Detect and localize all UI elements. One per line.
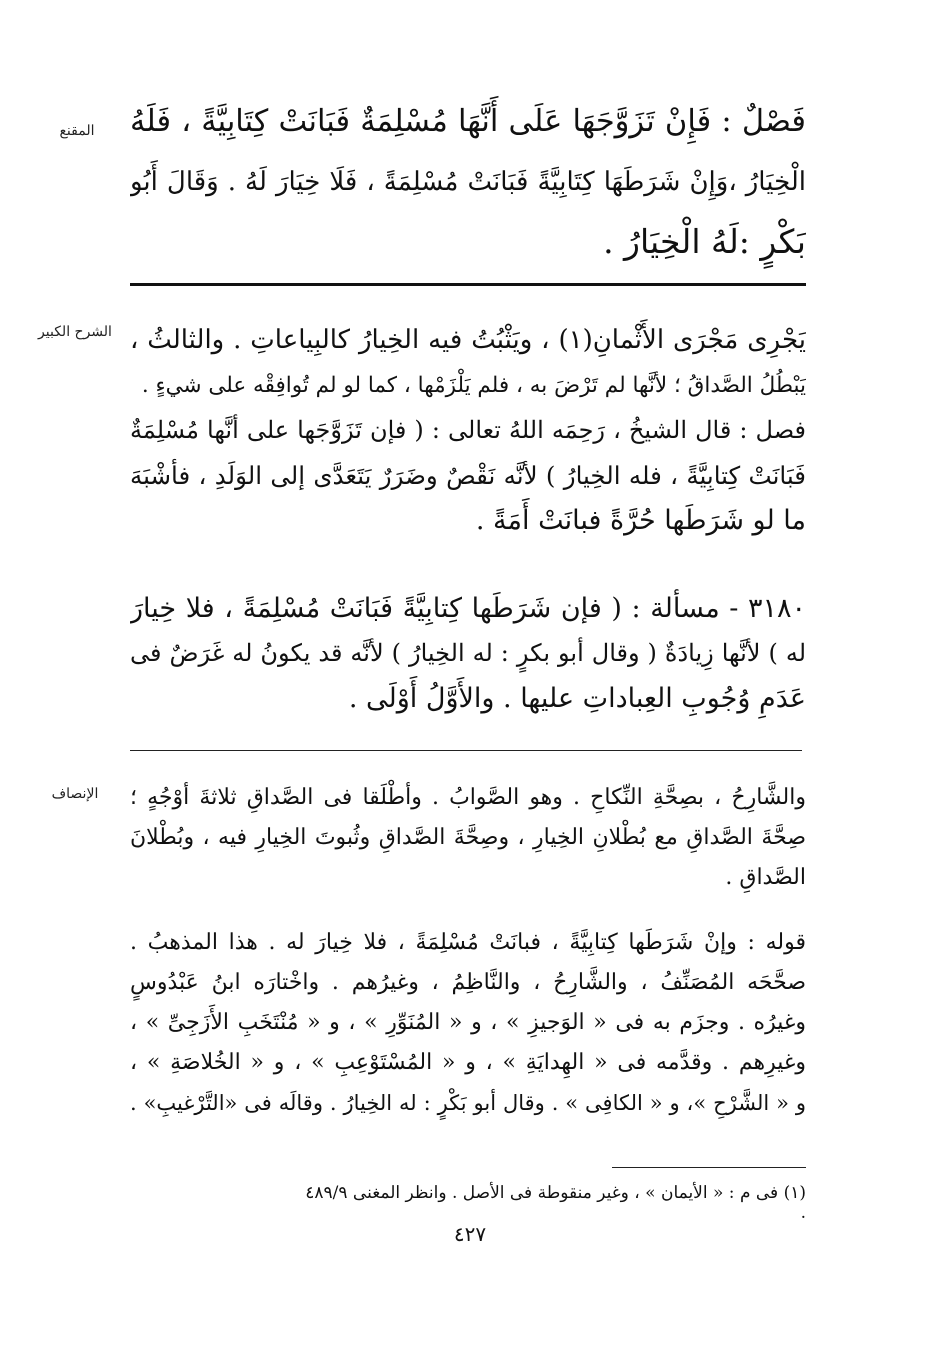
insaf-line: صحَّحَه المُصَنِّفُ ، والشَّارِحُ ، والنَّاظِمُ ، وغيرُهم . واخْتارَه ابنُ عَبْدُوسٍ xyxy=(130,970,806,995)
sharh-line: فَبَانَتْ كِتابِيَّةً ، فله الخِيارُ ) لأنَّه نَقْصٌ وضَرَرٌ يَتَعَدَّى إلى الوَلَدِ ، فأشْبَهَ xyxy=(130,461,806,490)
insaf-line: قوله : وإنْ شَرَطَها كِتابِيَّةً ، فبانَتْ مُسْلِمَةً ، فلا خِيارَ له . هذا المذهبُ . xyxy=(130,930,806,955)
insaf-line: و « الشَّرْحِ »، و « الكافِى » . وقال أبو بَكْرٍ : له الخِيارُ . وقالَه فى «التَّرْغيبِ» . xyxy=(130,1091,806,1115)
sharh-line: ما لو شَرَطَها حُرَّةً فبانَتْ أَمَةً . xyxy=(475,505,806,536)
sharh-line: ٣١٨٠ - مسألة : ( فإن شَرَطَها كِتابِيَّةً فَبَانَتْ مُسْلِمَةً ، فلا خِيارَ xyxy=(130,593,806,624)
footnote-divider xyxy=(612,1167,806,1168)
sharh-masala xyxy=(130,586,806,721)
footnote: (١) فى م : « الأيمان » ، وغير منقوطة فى الأصل . وانظر المغنى ٤٨٩/٩ . xyxy=(305,1183,806,1223)
insaf-line: صِحَّةَ الصَّداقِ مع بُطْلانِ الخِيارِ ، وصِحَّةَ الصَّداقِ وثُبوتَ الخِيارِ فيه ، وبُطْلانَ xyxy=(130,825,806,850)
sharh-line: له ) لأنَّها زِيادَةٌ ( وقال أبو بكرٍ : له الخِيارُ ) لأنَّه قد يكونُ له غَرَضٌ فى xyxy=(130,639,806,667)
sharh-text xyxy=(130,318,806,543)
side-label-insaf: الإنصاف xyxy=(51,786,99,802)
side-label-muqni: المقنع xyxy=(59,123,95,139)
section-divider xyxy=(130,750,802,751)
insaf-line: والشَّارِحُ ، بصِحَّةِ النِّكاحِ . وهو الصَّوابُ . وأطْلَقا فى الصَّداقِ ثلاثةَ أوْجُهٍ ؛ xyxy=(130,785,806,810)
sharh-line: يَبْطُلُ الصَّداقُ ؛ لأنَّها لم تَرْضَ به ، فلم يَلْزَمْها ، كما لو لم تُوافِقْه على شيءٍ . xyxy=(141,373,806,398)
muqni-text xyxy=(130,92,806,272)
insaf-line: الصَّداقِ . xyxy=(725,865,806,890)
section-divider xyxy=(130,283,806,286)
insaf-qawluh xyxy=(130,923,806,1123)
sharh-line: عَدَمِ وُجُوبِ العِباداتِ عليها . والأَوَّلُ أَوْلَى . xyxy=(348,683,806,714)
muqni-line: بَكْرٍ :لَهُ الْخِيَارُ . xyxy=(603,222,806,261)
insaf-text xyxy=(130,778,806,898)
insaf-line: وغيرُه . وجزَم به فى « الوَجيزِ » ، و « المُنَوِّرِ » ، و « مُنْتَخَبِ الأَزَجِىِّ » ، xyxy=(130,1010,806,1035)
page-number: ٤٢٧ xyxy=(453,1222,487,1246)
side-label-sharh: الشرح الكبير xyxy=(38,324,112,340)
muqni-line: الْخِيَارُ ،وَإِنْ شَرَطَهَا كِتَابِيَّةً فَبَانَتْ مُسْلِمَةً ، فَلَا خِيَارَ لَهُ . وَقَالَ أَبُو xyxy=(130,167,806,197)
muqni-line: فَصْلٌ : فَإِنْ تَزَوَّجَهَا عَلَى أَنَّهَا مُسْلِمَةٌ فَبَانَتْ كِتَابِيَّةً ، فَلَهُ xyxy=(130,104,806,139)
insaf-line: وغيرِهم . وقدَّمه فى « الهِدايَةِ » ، و « المُسْتَوْعِبِ » ، و « الخُلاصَةِ » ، xyxy=(130,1050,806,1075)
sharh-line: يَجْرِى مَجْرَى الأَثْمانِ(١) ، ويَثْبُتُ فيه الخِيارُ كالبِياعاتِ . والثالثُ ، xyxy=(130,325,806,355)
sharh-line: فصل : قال الشيخُ ، رَحِمَه اللهُ تعالى : ( فإن تَزَوَّجَها على أنَّها مُسْلِمَةٌ xyxy=(130,416,806,444)
